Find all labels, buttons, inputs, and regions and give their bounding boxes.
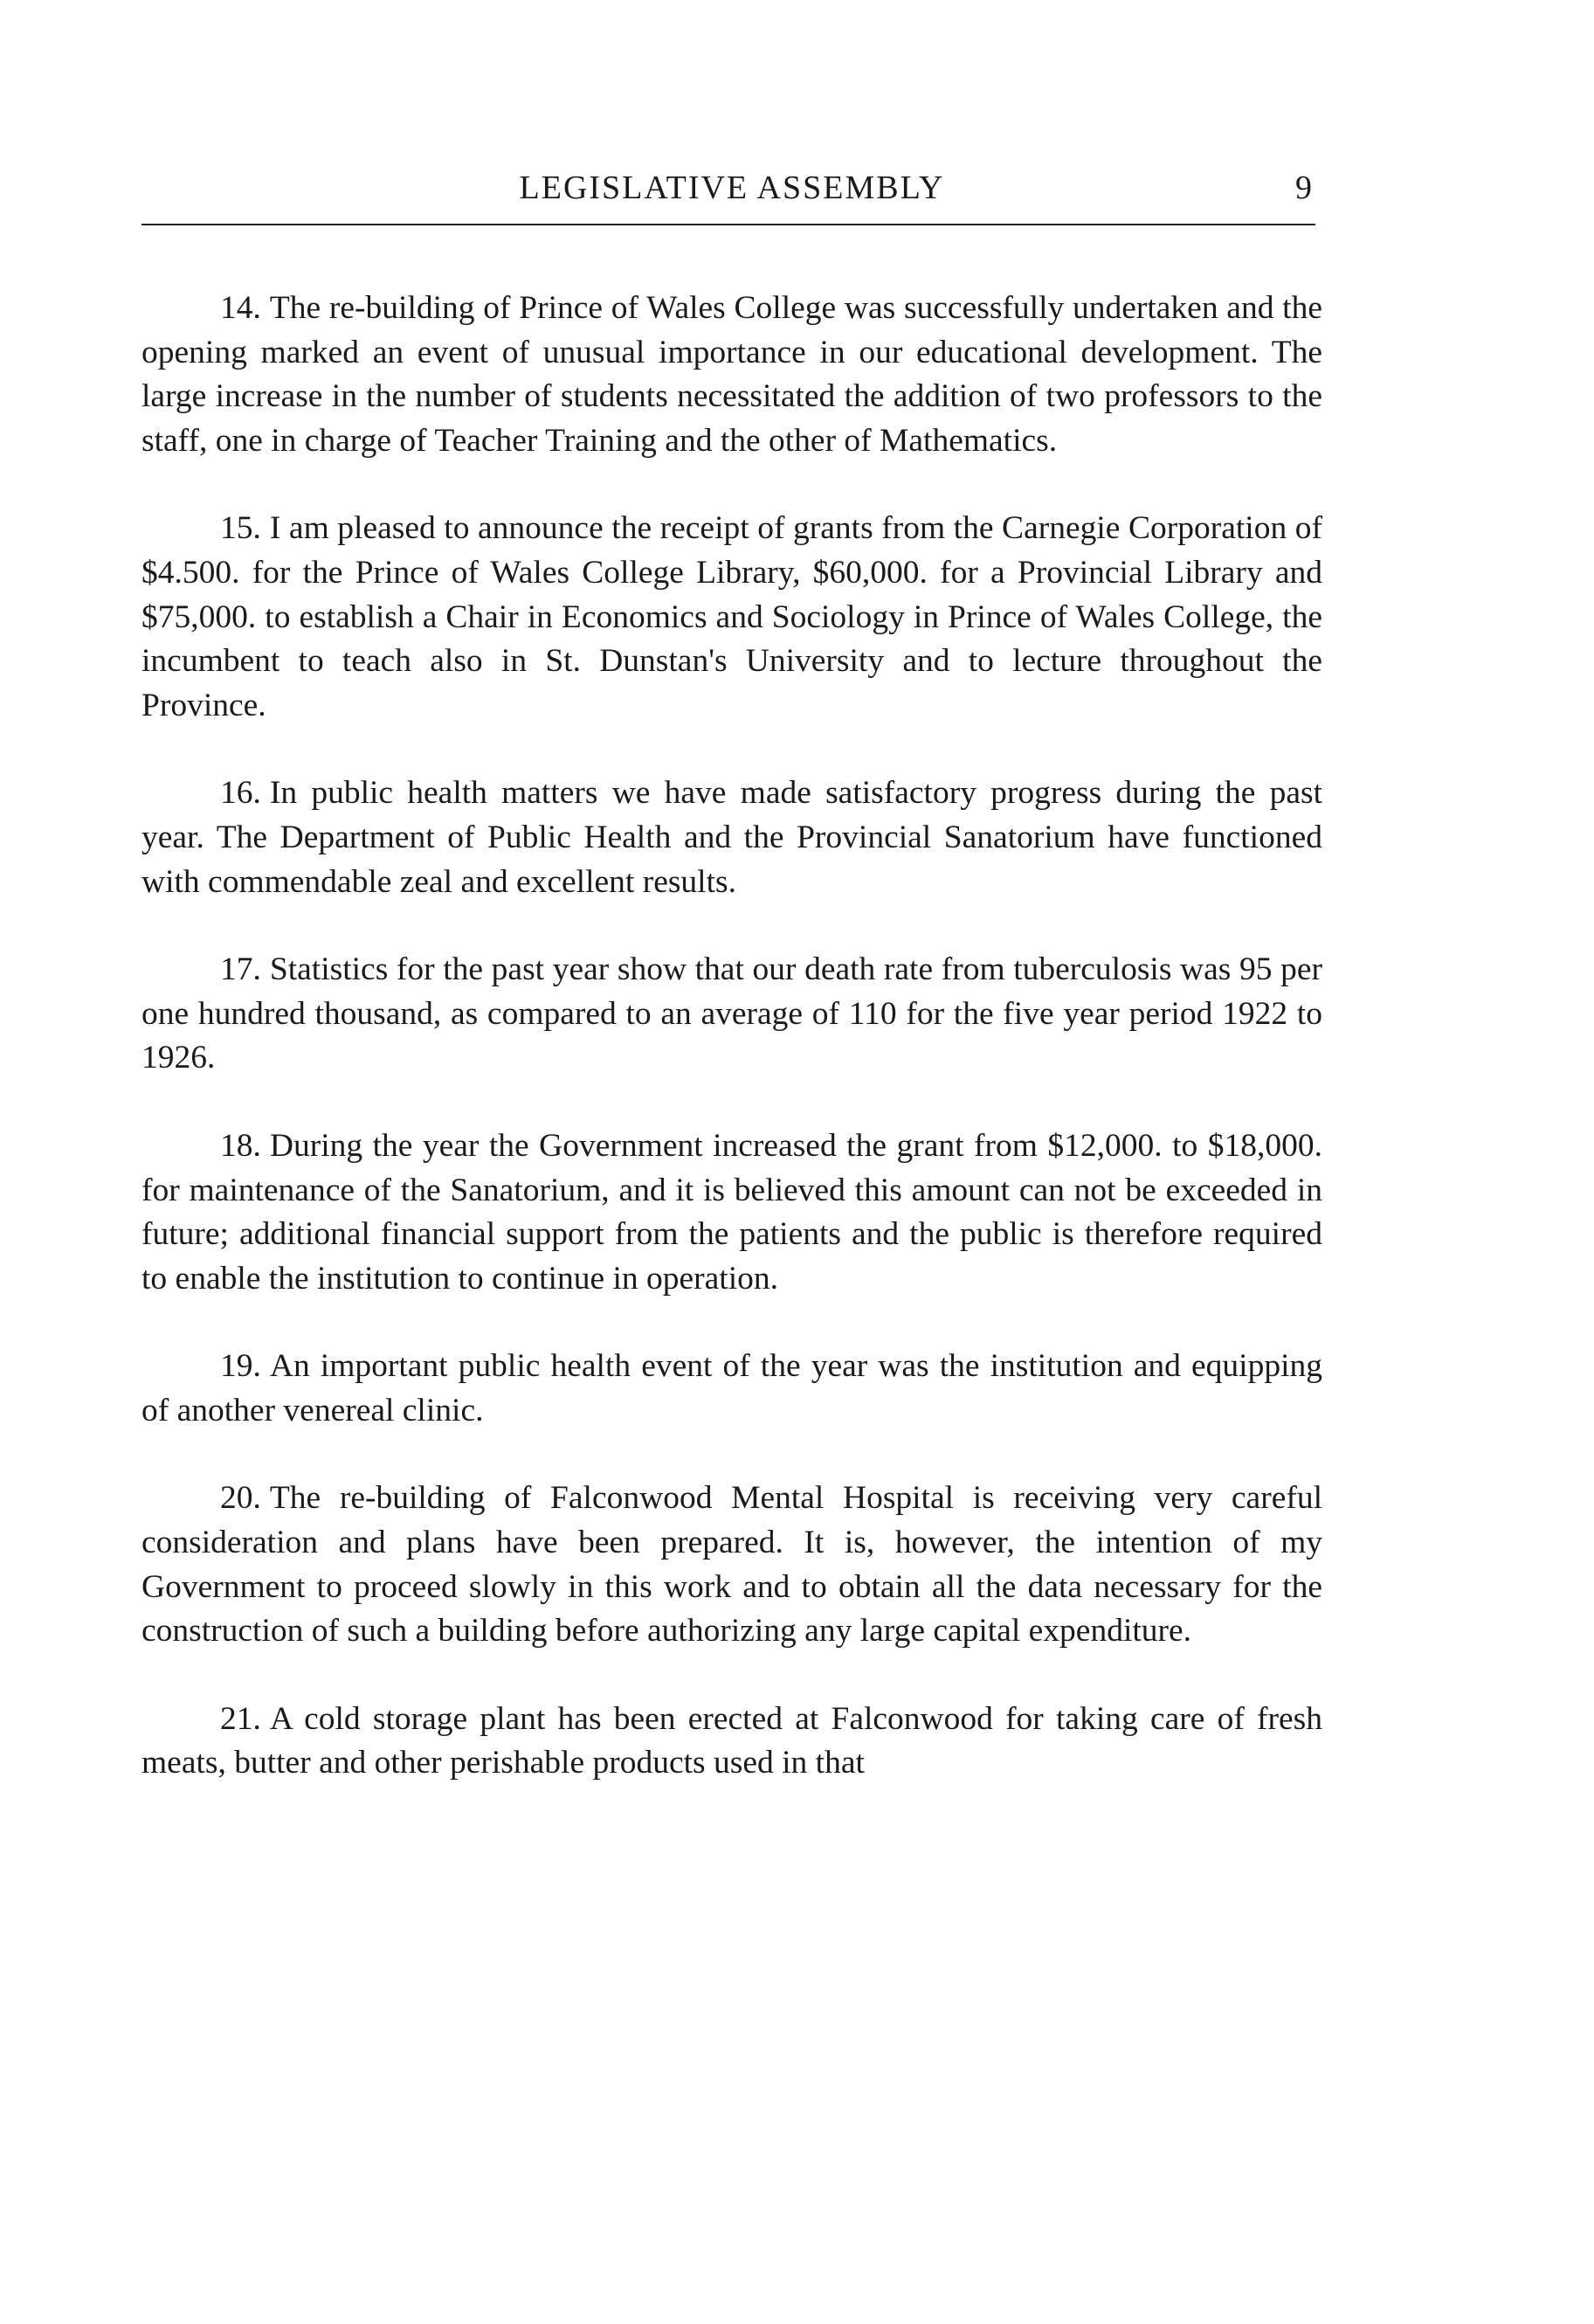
body-text: [141, 287, 1322, 1829]
paragraph-number: 17.: [220, 951, 261, 988]
paragraph-20: [141, 1477, 1322, 1653]
header-rule: [141, 224, 1315, 225]
paragraph-number: 19.: [220, 1348, 261, 1385]
paragraph-19: [141, 1345, 1322, 1433]
paragraph-text: The re-building of Prince of Wales College was successfully undertaken and the opening marked an event of unusual importance in our educational development. The large increase in the number of students necessitated the addition of two professors to the staff, one in charge of Teacher Training and the other of Mathematics.: [141, 290, 1322, 459]
document-page: [141, 0, 1322, 2324]
paragraph-text: An important public health event of the year was the institution and equipping of another venereal clinic.: [141, 1348, 1322, 1428]
paragraph-21: [141, 1698, 1322, 1786]
paragraph-14: [141, 287, 1322, 463]
paragraph-number: 20.: [220, 1480, 261, 1517]
paragraph-number: 14.: [220, 290, 261, 326]
paragraph-16: [141, 771, 1322, 904]
paragraph-text: During the year the Government increased the grant from $12,000. to $18,000. for maintenance of the Sanatorium, and it is believed this amount can not be exceeded in future; additional financial support from the patients and the public is therefore required to enable the institution to continue in operation.: [141, 1127, 1322, 1297]
running-header: [141, 166, 1322, 218]
paragraph-text: A cold storage plant has been erected at Falconwood for taking care of fresh meats, butter and other perishable products used in that: [141, 1700, 1322, 1781]
paragraph-18: [141, 1124, 1322, 1301]
paragraph-text: The re-building of Falconwood Mental Hospital is receiving very careful consideration and plans have been prepared. It is, however, the intention of my Government to proceed slowly in this work and to obtain all the data necessary for the construction of such a building before authorizing any large capital expenditure.: [141, 1480, 1322, 1650]
paragraph-number: 21.: [220, 1700, 261, 1737]
paragraph-text: I am pleased to announce the receipt of grants from the Carnegie Corporation of $4.500. for the Prince of Wales College Library, $60,000. for a Provincial Library and $75,000. to establish a Chair in Economics and Sociology in Prince of Wales College, the incumbent to teach also in St. Dunstan's University and to lecture throughout the Province.: [141, 510, 1322, 723]
paragraph-number: 18.: [220, 1127, 261, 1164]
page-number: 9: [1295, 169, 1312, 206]
paragraph-text: Statistics for the past year show that our death rate from tuberculosis was 95 per one hundred thousand, as compared to an average of 110 for the five year period 1922 to 1926.: [141, 951, 1322, 1076]
header-title: LEGISLATIVE ASSEMBLY: [519, 169, 945, 206]
paragraph-17: [141, 948, 1322, 1081]
paragraph-15: [141, 507, 1322, 728]
paragraph-number: 16.: [220, 775, 261, 812]
paragraph-number: 15.: [220, 510, 261, 547]
paragraph-text: In public health matters we have made satisfactory progress during the past year. The Department of Public Health and the Provincial Sanatorium have functioned with commendable zeal and excellent results.: [141, 775, 1322, 900]
